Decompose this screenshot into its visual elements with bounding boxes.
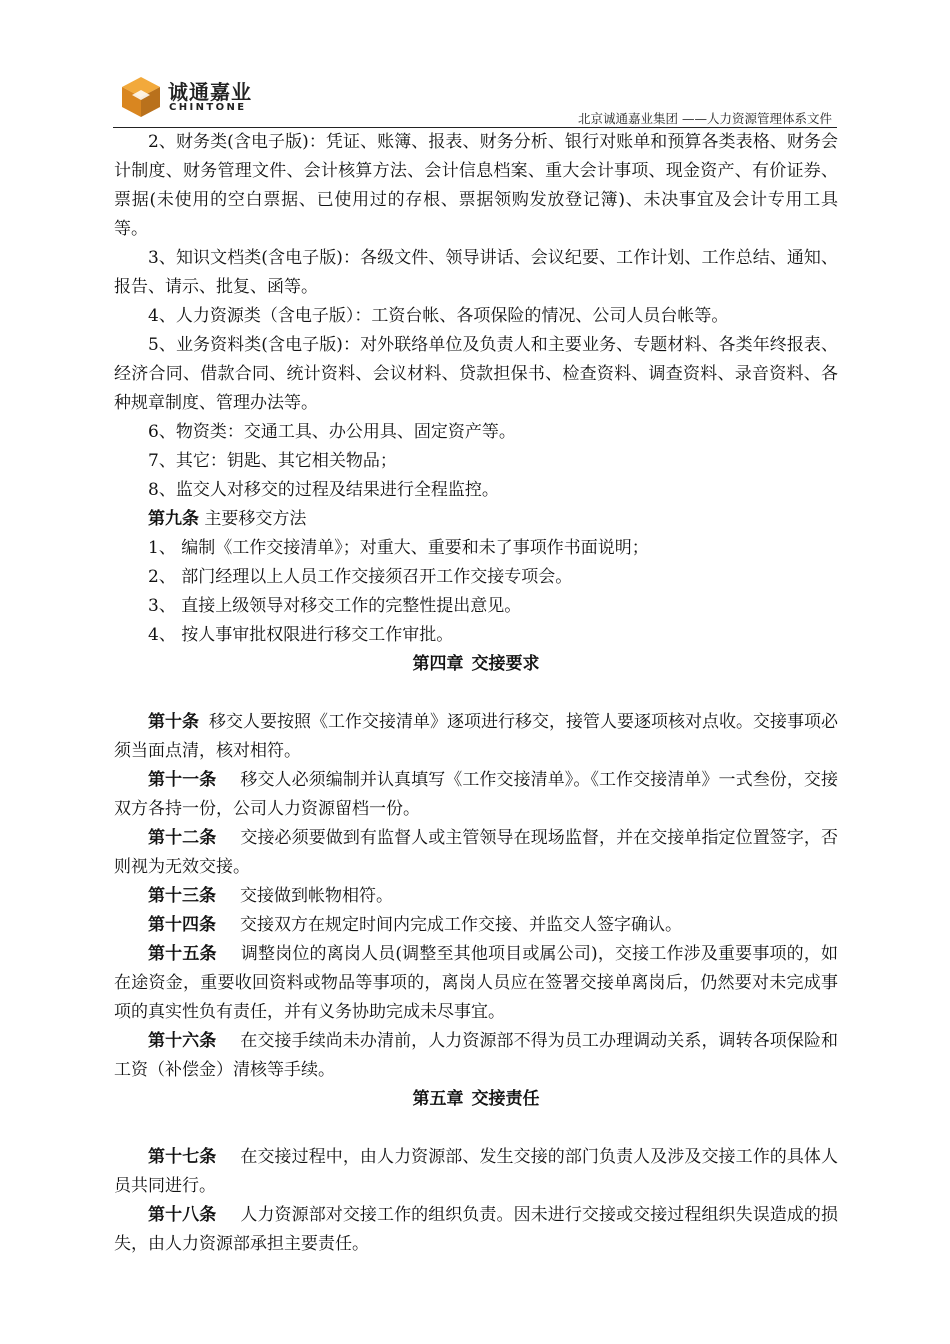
item-supervision: 8、监交人对移交的过程及结果进行全程监控。 [148, 480, 499, 500]
logo-english-name: CHINTONE [169, 102, 247, 113]
chapter-4-heading [114, 650, 838, 679]
method-item: 1、 编制《工作交接清单》；对重大、重要和未了事项作书面说明； [148, 538, 649, 558]
article-text: 在交接过程中，由人力资源部、发生交接的部门负责人及涉及交接工作的具体人员共同进行。 [114, 1147, 839, 1196]
article-text: 移交人要按照《工作交接清单》逐项进行移交，接管人要逐项核对点收。交接事项必须当面点清，核对相符。 [114, 712, 838, 761]
item-other: 7、其它：钥匙、其它相关物品； [148, 451, 397, 471]
article-14 [114, 911, 838, 940]
article-13 [114, 882, 838, 911]
chapter-5-heading [114, 1085, 838, 1114]
item-human-resources: 4、人力资源类（含电子版）：工资台帐、各项保险的情况、公司人员台帐等。 [148, 306, 729, 326]
item-materials: 6、物资类：交通工具、办公用具、固定资产等。 [148, 422, 516, 442]
spacer [114, 679, 838, 708]
article-heading: 第十三条 [148, 886, 216, 906]
document-body [114, 128, 838, 1259]
article-heading: 第十六条 [148, 1031, 217, 1051]
article-text: 移交人必须编制并认真填写《工作交接清单》。《工作交接清单》一式叁份，交接双方各持一份，公司人力资源留档一份。 [114, 770, 839, 819]
article-11 [114, 766, 838, 824]
header-document-note: 北京诚通嘉业集团 ——人力资源管理体系文件 [578, 111, 832, 126]
method-item: 4、 按人事审批权限进行移交工作审批。 [148, 625, 454, 645]
article-15 [114, 940, 838, 1027]
article-heading: 第十五条 [148, 944, 217, 964]
chapter-title: 交接要求 [471, 654, 540, 674]
logo-chinese-name: 诚通嘉业 [168, 80, 252, 104]
article-heading: 第十条 [148, 712, 199, 732]
article-9 [114, 505, 838, 534]
article-16 [114, 1027, 838, 1085]
item-finance: 2、财务类(含电子版)：凭证、账簿、报表、财务分析、银行对账单和预算各类表格、财务会计制度、财务管理文件、会计核算方法、会计信息档案、重大会计事项、现金资产、有价证券、票据(未使用的空白票据、已使用过的存根、票据领购发放登记簿)、未决事宜及会计专用工具等。 [114, 132, 838, 239]
article-text: 在交接手续尚未办清前，人力资源部不得为员工办理调动关系，调转各项保险和工资（补偿金）清核等手续。 [114, 1031, 839, 1080]
chapter-number: 第四章 [412, 654, 464, 674]
article-text: 调整岗位的离岗人员(调整至其他项目或属公司)，交接工作涉及重要事项的，如在途资金，重要收回资料或物品等事项的，离岗人员应在签署交接单离岗后，仍然要对未完成事项的真实性负有责任，并有义务协助完成未尽事宜。 [114, 944, 839, 1022]
article-heading: 第十八条 [148, 1205, 217, 1225]
company-logo [120, 74, 260, 120]
spacer [114, 1114, 838, 1143]
article-17 [114, 1143, 838, 1201]
article-text: 交接双方在规定时间内完成工作交接、并监交人签字确认。 [240, 915, 682, 935]
article-18 [114, 1201, 838, 1259]
cube-logo-icon [120, 76, 162, 118]
chapter-number: 第五章 [412, 1089, 464, 1109]
item-knowledge-docs: 3、知识文档类(含电子版)：各级文件、领导讲话、会议纪要、工作计划、工作总结、通知、报告、请示、批复、函等。 [114, 248, 838, 297]
article-heading: 第十二条 [148, 828, 217, 848]
article-title: 主要移交方法 [204, 509, 307, 529]
article-text: 交接必须要做到有监督人或主管领导在现场监督，并在交接单指定位置签字，否则视为无效交接。 [114, 828, 839, 877]
method-item: 2、 部门经理以上人员工作交接须召开工作交接专项会。 [148, 567, 573, 587]
article-heading: 第九条 [148, 509, 199, 529]
method-item: 3、 直接上级领导对移交工作的完整性提出意见。 [148, 596, 522, 616]
article-heading: 第十一条 [148, 770, 217, 790]
chapter-title: 交接责任 [471, 1089, 540, 1109]
article-12 [114, 824, 838, 882]
article-text: 交接做到帐物相符。 [240, 886, 393, 906]
article-heading: 第十四条 [148, 915, 216, 935]
article-10 [114, 708, 838, 766]
article-heading: 第十七条 [148, 1147, 217, 1167]
article-text: 人力资源部对交接工作的组织负责。因未进行交接或交接过程组织失误造成的损失，由人力资源部承担主要责任。 [114, 1205, 839, 1254]
item-business-materials: 5、业务资料类(含电子版)：对外联络单位及负责人和主要业务、专题材料、各类年终报表、经济合同、借款合同、统计资料、会议材料、贷款担保书、检查资料、调查资料、录音资料、各种规章制度、管理办法等。 [114, 335, 838, 413]
